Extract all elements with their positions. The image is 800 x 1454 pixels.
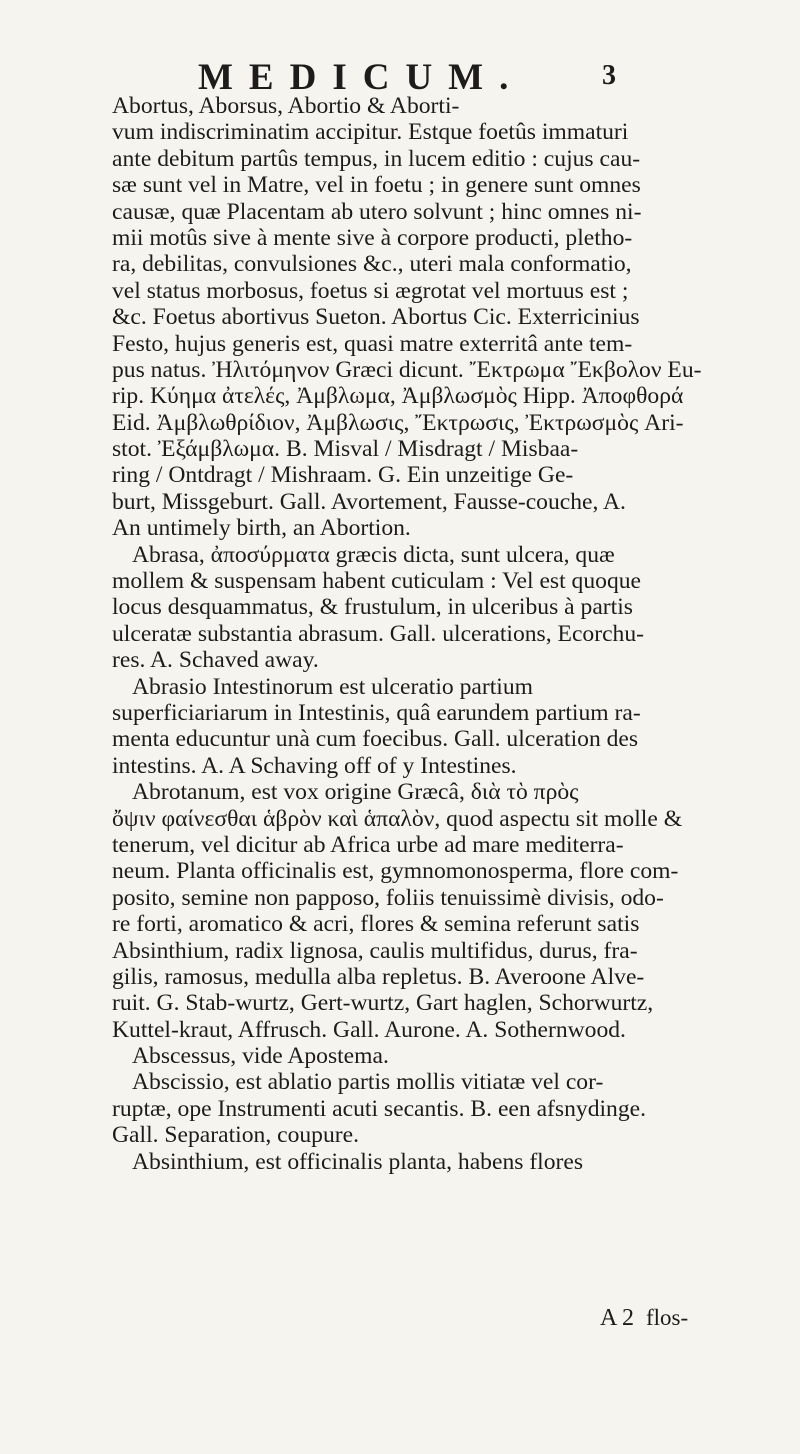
signature-mark: A 2 — [600, 1305, 635, 1331]
text-line: causæ, quæ Placentam ab utero solvunt ; hinc omnes ni- — [112, 198, 642, 225]
text-line: Abortus, Aborsus, Abortio & Aborti- — [112, 93, 460, 119]
text-line: superficiariarum in Intestinis, quâ earundem partium ra- — [112, 699, 641, 726]
text-line: vum indiscriminatim accipitur. Estque foetûs immaturi — [112, 119, 629, 146]
text-line: posito, semine non papposo, foliis tenuissimè divisis, odo- — [112, 884, 664, 911]
running-title: MEDICUM. — [198, 57, 525, 98]
text-line: mollem & suspensam habent cuticulam : Vel est quoque — [112, 568, 642, 595]
text-line: Abscessus, vide Apostema. — [132, 1043, 389, 1070]
text-line: re forti, aromatico & acri, flores & semina referunt satis — [112, 911, 640, 938]
text-line: Abrasa, ἀποσύρματα græcis dicta, sunt ulcera, quæ — [132, 541, 615, 568]
text-line: ante debitum partûs tempus, in lucem editio : cujus cau- — [112, 145, 641, 172]
text-line: menta educuntur unà cum foecibus. Gall. ulceration des — [112, 726, 639, 753]
text-line: ὄψιν φαίνεσθαι ἁβρὸν καὶ ἁπαλὸν, quod aspectu sit molle & — [112, 805, 683, 832]
text-line: stot. Ἐξάμβλωμα. B. Misval / Misdragt / Misbaa- — [112, 436, 579, 463]
text-line: intestins. A. A Schaving off of y Intestines. — [112, 752, 517, 779]
text-line: ra, debilitas, convulsiones &c., uteri mala conformatio, — [112, 251, 632, 278]
text-line: An untimely birth, an Abortion. — [112, 515, 411, 542]
text-line: rip. Κύημα ἀτελές, Ἀμβλωμα, Ἀμβλωσμὸς Hipp. Ἀποφθορά — [112, 383, 684, 410]
text-line: neum. Planta officinalis est, gymnomonosperma, flore com- — [112, 858, 679, 885]
text-line: pus natus. Ἠλιτόμηνον Græci dicunt. Ἔκτρωμα Ἔκβολον Eu- — [112, 356, 702, 383]
text-line: Abrasio Intestinorum est ulceratio partium — [132, 673, 533, 700]
text-line: vel status morbosus, foetus si ægrotat vel mortuus est ; — [112, 277, 629, 304]
text-line: Kuttel-kraut, Affrusch. Gall. Aurone. A. Sothernwood. — [112, 1016, 626, 1043]
text-line: locus desquammatus, & frustulum, in ulceribus à partis — [112, 594, 633, 621]
text-line: ruit. G. Stab-wurtz, Gert-wurtz, Gart haglen, Schorwurtz, — [112, 990, 654, 1017]
text-line: gilis, ramosus, medulla alba repletus. B. Averoone Alve- — [112, 963, 645, 990]
text-line: Eid. Ἀμβλωθρίδιον, Ἀμβλωσις, Ἔκτρωσις, Ἐκτρωσμὸς Ari- — [112, 409, 684, 436]
text-line: Gall. Separation, coupure. — [112, 1122, 359, 1149]
text-line: &c. Foetus abortivus Sueton. Abortus Cic. Exterricinius — [112, 304, 640, 331]
text-line: Abrotanum, est vox origine Græcâ, διὰ τὸ πρὸς — [132, 779, 579, 806]
text-line: Absinthium, est officinalis planta, habens flores — [132, 1148, 584, 1175]
text-line: ruptæ, ope Instrumenti acuti secantis. B. een afsnydinge. — [112, 1095, 647, 1122]
text-line: mii motûs sive à mente sive à corpore producti, pletho- — [112, 224, 633, 251]
text-line: ulceratæ substantia abrasum. Gall. ulcerations, Ecorchu- — [112, 620, 644, 647]
text-line: sæ sunt vel in Matre, vel in foetu ; in genere sunt omnes — [112, 172, 641, 199]
text-line: Absinthium, radix lignosa, caulis multifidus, durus, fra- — [112, 937, 638, 964]
text-line: burt, Missgeburt. Gall. Avortement, Fausse-couche, A. — [112, 488, 626, 515]
text-line: ring / Ontdragt / Mishraam. G. Ein unzeitige Ge- — [112, 462, 574, 489]
text-line: res. A. Schaved away. — [112, 647, 319, 674]
catchword: flos- — [646, 1305, 689, 1330]
page-number: 3 — [602, 60, 616, 91]
text-line: Festo, hujus generis est, quasi matre exterritâ ante tem- — [112, 330, 633, 357]
dictionary-text — [112, 93, 702, 1175]
text-line: tenerum, vel dicitur ab Africa urbe ad mare mediterra- — [112, 831, 624, 858]
text-line: Abscissio, est ablatio partis mollis vitiatæ vel cor- — [132, 1069, 604, 1096]
